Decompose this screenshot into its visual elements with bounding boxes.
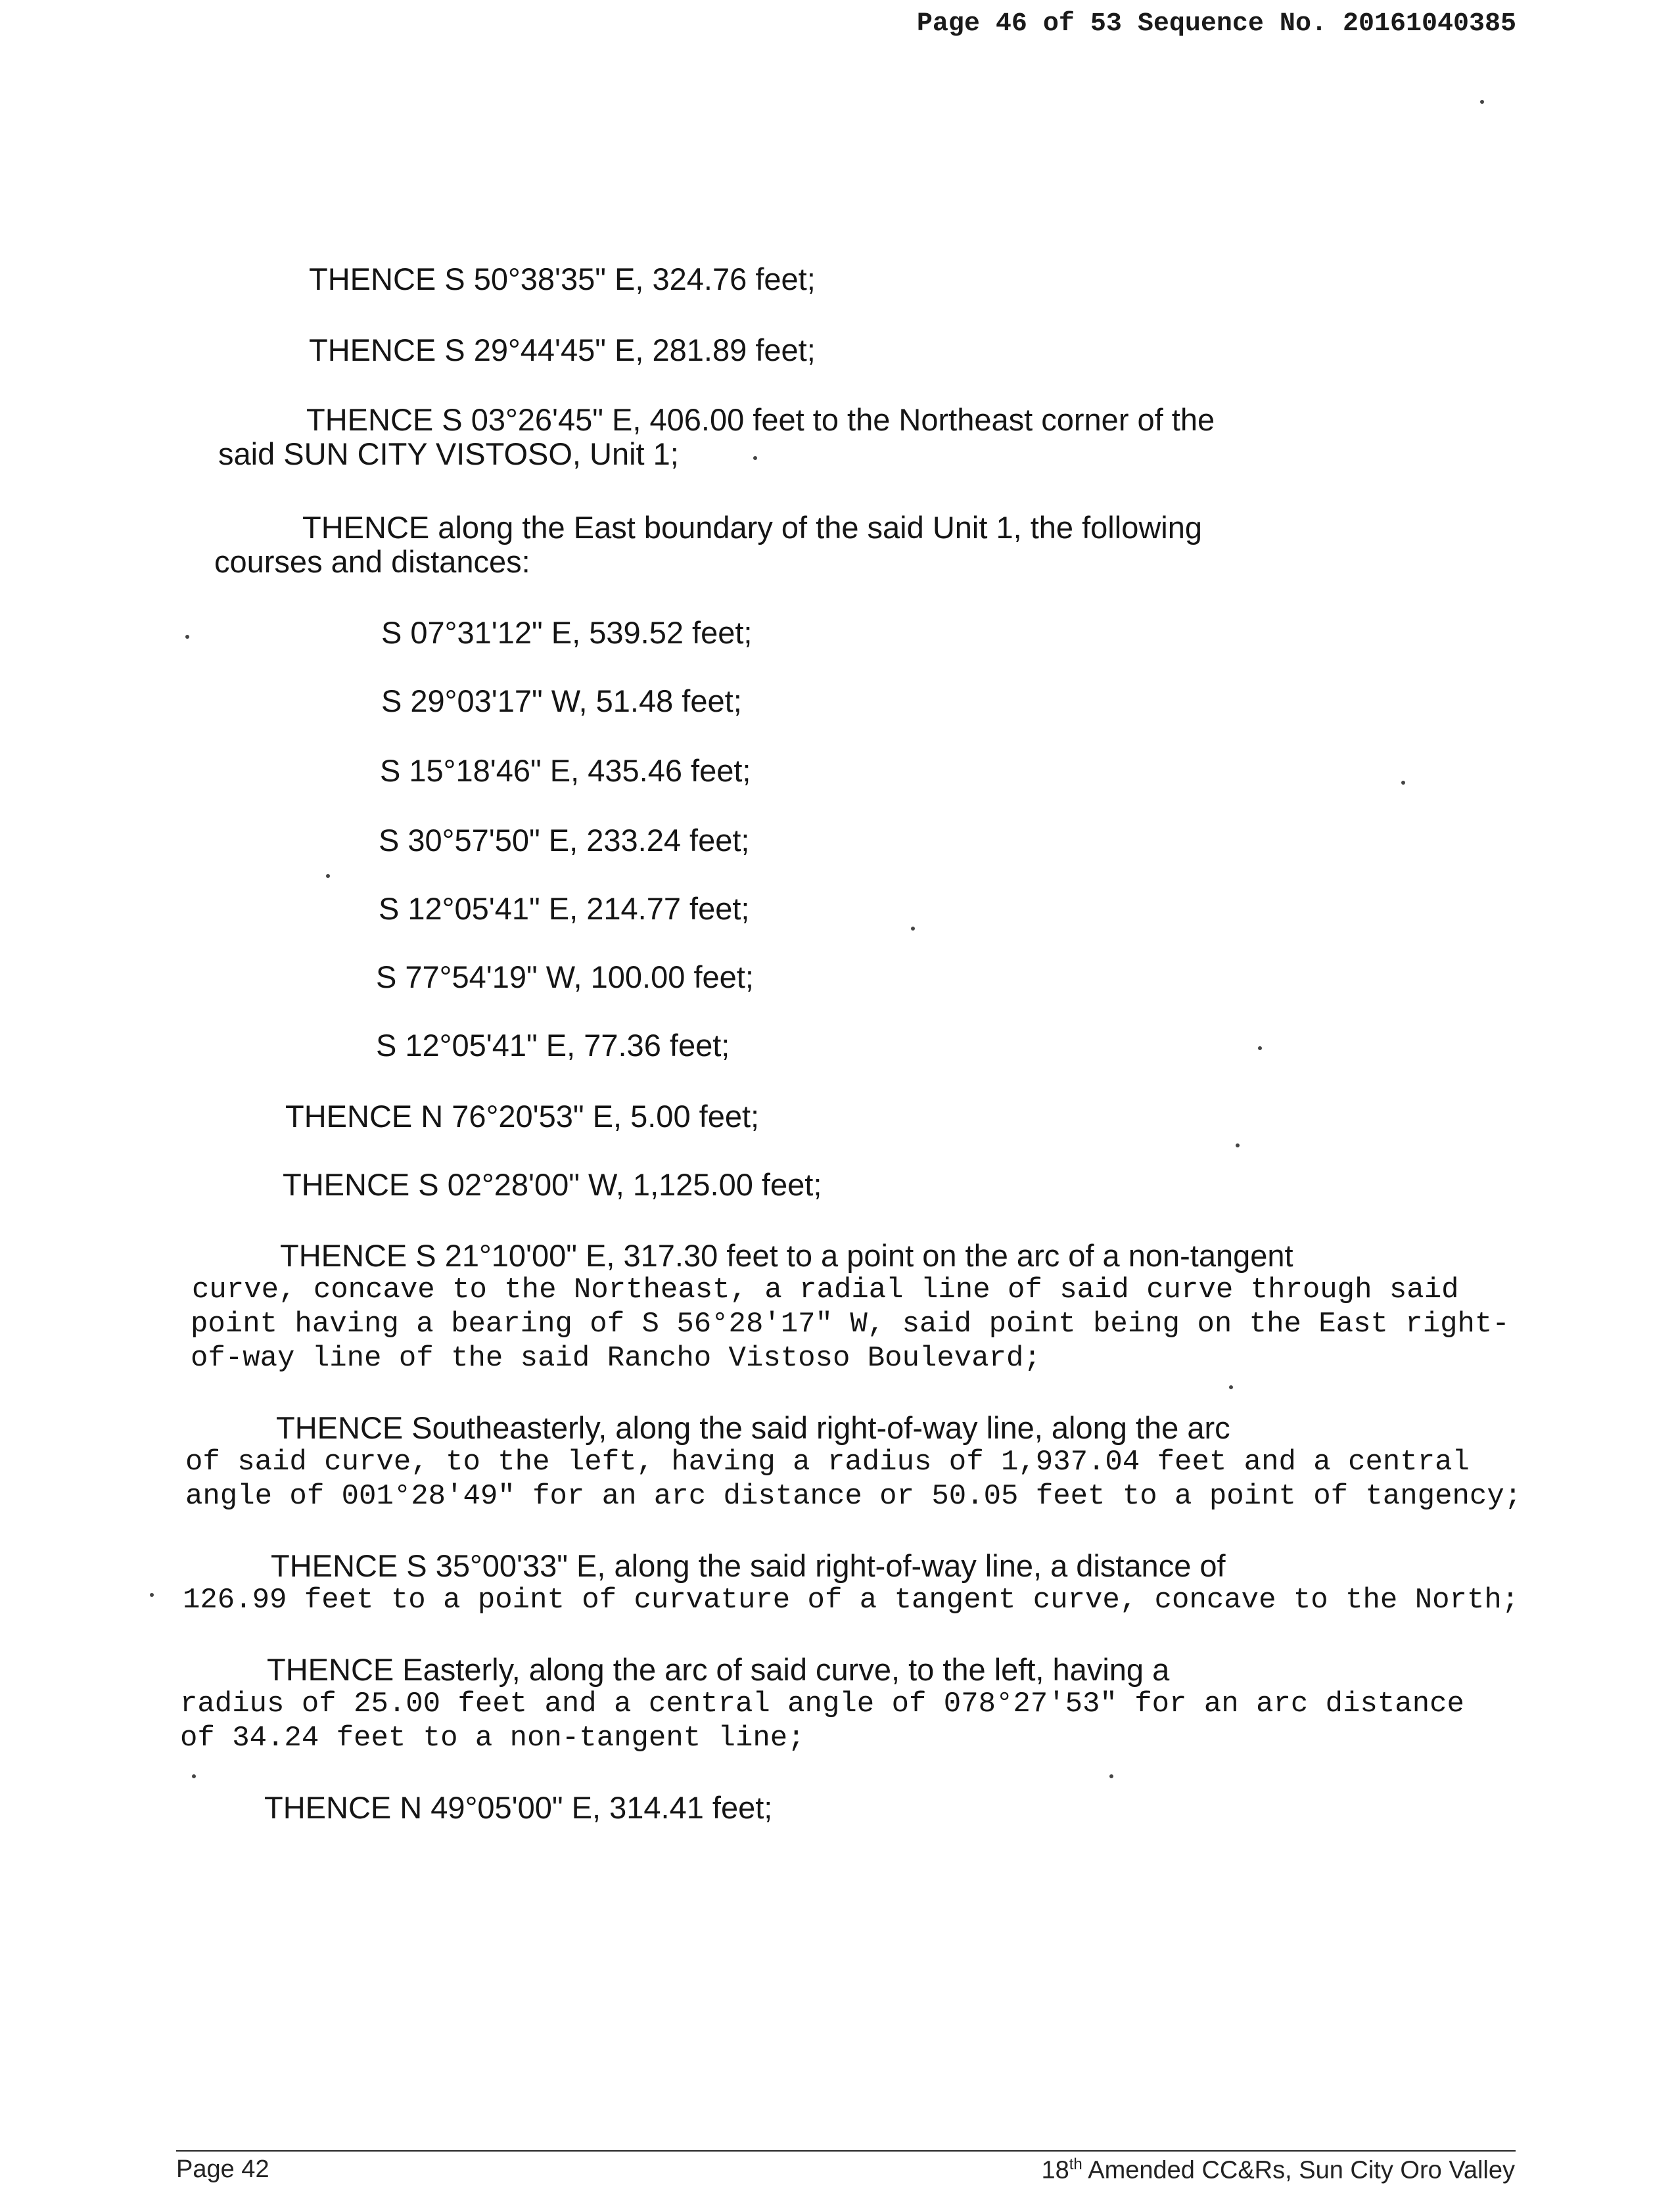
course-sub-6: S 77°54'19" W, 100.00 feet; [376, 959, 754, 994]
footer-document-title [1041, 2155, 1515, 2185]
course-line-3b: said SUN CITY VISTOSO, Unit 1; [218, 436, 679, 471]
scan-speck [185, 635, 189, 639]
course-line-10a: THENCE Easterly, along the arc of said curve, to the left, having a [267, 1652, 1170, 1687]
course-line-7c: point having a bearing of S 56°28'17" W, said point being on the East right- [191, 1308, 1510, 1341]
scan-speck [1258, 1046, 1262, 1050]
course-sub-5: S 12°05'41" E, 214.77 feet; [379, 891, 750, 926]
course-line-11: THENCE N 49°05'00" E, 314.41 feet; [264, 1790, 773, 1825]
course-sub-2: S 29°03'17" W, 51.48 feet; [381, 683, 742, 718]
course-sub-3: S 15°18'46" E, 435.46 feet; [380, 753, 751, 788]
scan-speck [1401, 781, 1405, 785]
course-line-7b: curve, concave to the Northeast, a radial line of said curve through said [192, 1274, 1459, 1306]
scan-speck [1236, 1143, 1240, 1147]
scan-speck [192, 1774, 196, 1778]
course-sub-7: S 12°05'41" E, 77.36 feet; [376, 1028, 730, 1063]
scan-speck [1109, 1774, 1113, 1778]
course-line-9a: THENCE S 35°00'33" E, along the said right-of-way line, a distance of [271, 1548, 1226, 1583]
footer-title-text: Amended CC&Rs, Sun City Oro Valley [1082, 2156, 1515, 2184]
course-line-7d: of-way line of the said Rancho Vistoso Boulevard; [191, 1342, 1041, 1375]
course-line-6: THENCE S 02°28'00" W, 1,125.00 feet; [283, 1167, 822, 1202]
scan-speck [326, 874, 330, 878]
course-line-9b: 126.99 feet to a point of curvature of a tangent curve, concave to the North; [183, 1584, 1520, 1617]
scan-speck [150, 1593, 154, 1597]
course-line-7a: THENCE S 21°10'00" E, 317.30 feet to a point on the arc of a non-tangent [280, 1238, 1293, 1273]
footer-divider [176, 2150, 1516, 2152]
course-line-8b: of said curve, to the left, having a radius of 1,937.04 feet and a central [185, 1446, 1470, 1479]
course-line-4a: THENCE along the East boundary of the said Unit 1, the following [302, 510, 1202, 545]
course-line-10b: radius of 25.00 feet and a central angle of 078°27'53" for an arc distance [180, 1688, 1464, 1720]
scan-speck [911, 927, 915, 931]
scan-speck [1229, 1385, 1233, 1389]
course-line-3a: THENCE S 03°26'45" E, 406.00 feet to the Northeast corner of the [306, 402, 1215, 437]
scan-speck [753, 456, 757, 460]
footer-page-number: Page 42 [176, 2155, 269, 2183]
footer-ordinal-suffix: th [1069, 2155, 1082, 2173]
footer-edition-number: 18 [1041, 2156, 1069, 2184]
course-sub-1: S 07°31'12" E, 539.52 feet; [381, 615, 753, 650]
course-line-2: THENCE S 29°44'45" E, 281.89 feet; [309, 333, 816, 367]
course-line-1: THENCE S 50°38'35" E, 324.76 feet; [309, 262, 816, 296]
course-line-8a: THENCE Southeasterly, along the said right-of-way line, along the arc [276, 1410, 1230, 1445]
course-sub-4: S 30°57'50" E, 233.24 feet; [379, 823, 750, 858]
course-line-5: THENCE N 76°20'53" E, 5.00 feet; [285, 1099, 760, 1134]
page-sequence-header: Page 46 of 53 Sequence No. 20161040385 [916, 9, 1516, 39]
course-line-8c: angle of 001°28'49" for an arc distance or 50.05 feet to a point of tangency; [185, 1480, 1522, 1513]
course-line-10c: of 34.24 feet to a non-tangent line; [180, 1722, 805, 1755]
scan-speck [1480, 100, 1484, 104]
course-line-4b: courses and distances: [214, 544, 530, 579]
